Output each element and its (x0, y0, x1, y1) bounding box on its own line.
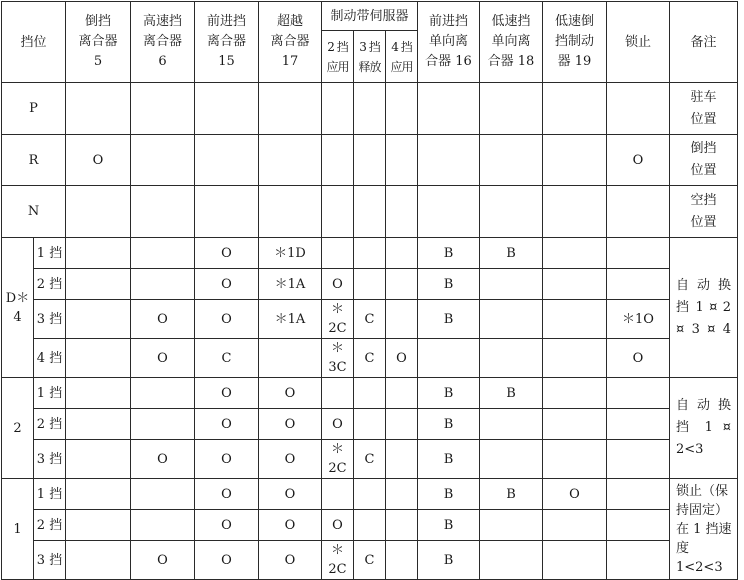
header-text: 15 (218, 54, 235, 69)
cell-value: B (418, 510, 480, 541)
cell-value: C (354, 440, 386, 479)
header-band-3rd-release (354, 31, 386, 83)
cell-value: O (259, 378, 322, 409)
note-text: 度 1<2<3 (676, 540, 723, 575)
cell-value: B (418, 409, 480, 440)
header-band-servo (322, 2, 418, 31)
note-text: 空挡 (690, 192, 717, 208)
cell-value: C (354, 339, 386, 378)
header-band-4th-apply (386, 31, 418, 83)
cell-value: O (322, 510, 354, 541)
table-row (2, 409, 738, 440)
gear-cell: 2 挡 (34, 269, 66, 300)
cell-value: B (418, 378, 480, 409)
cell-value: O (195, 510, 259, 541)
cell-value: O (195, 479, 259, 510)
table-row (2, 238, 738, 269)
cell-value: O (386, 339, 418, 378)
header-text: 挡制动 (554, 34, 594, 49)
note-cell (670, 479, 738, 580)
cell-value: B (418, 541, 480, 580)
header-text: 低速倒 (554, 14, 594, 29)
gear-label: 2 (13, 420, 22, 436)
note-text: 位置 (690, 214, 717, 230)
note-text: 在 1 挡速 (676, 521, 732, 537)
header-text: 制动带伺服器 (330, 8, 409, 24)
gear-cell: 3 挡 (34, 440, 66, 479)
header-text: 低速挡 (491, 14, 531, 29)
cell-value: B (418, 269, 480, 300)
header-text: 3 挡 (359, 39, 380, 54)
table-row (2, 83, 738, 135)
header-text: 合器 18 (487, 54, 535, 69)
cell-value: ＊1O (607, 300, 670, 339)
gear-label: N (27, 204, 40, 219)
cell-value: O (259, 440, 322, 479)
gear-group-label (2, 186, 66, 238)
header-text: 器 19 (557, 54, 592, 69)
note-text: 自 动 换 (676, 277, 731, 293)
gear-group-label (2, 83, 66, 135)
cell-value: O (131, 440, 195, 479)
cell-value: O (543, 479, 607, 510)
gear-cell: 1 挡 (34, 378, 66, 409)
cell-value: ＊2C (322, 541, 354, 580)
cell-value: B (418, 238, 480, 269)
cell-value: O (195, 440, 259, 479)
gear-cell: 1 挡 (34, 238, 66, 269)
cell-value: C (354, 541, 386, 580)
note-cell (670, 238, 738, 378)
gear-cell: 2 挡 (34, 510, 66, 541)
header-text: 离合器 (142, 34, 182, 49)
note-text: 锁止（保 (676, 483, 729, 499)
cell-value: B (480, 238, 543, 269)
cell-value: O (259, 479, 322, 510)
note-text: 挡 1 ¤ (676, 420, 731, 435)
gear-label: P (29, 101, 38, 116)
header-lockup (607, 2, 670, 83)
note-cell (670, 378, 738, 479)
header-text: 前进挡 (206, 14, 246, 29)
header-text: 2 挡 (327, 39, 348, 54)
cell-value: B (418, 300, 480, 339)
cell-value: B (418, 440, 480, 479)
table-row (2, 378, 738, 409)
header-notes (670, 2, 738, 83)
header-text: 倒挡 (84, 14, 111, 29)
header-text: 17 (281, 54, 299, 69)
gear-label: 1 (13, 521, 22, 537)
note-text: 倒挡 (690, 141, 717, 156)
header-text: 合器 16 (425, 54, 472, 69)
note-text: 自 动 换 (676, 398, 731, 413)
cell-value: O (195, 238, 259, 269)
header-low-oneway (480, 2, 543, 83)
cell-value: O (195, 409, 259, 440)
cell-value: O (259, 409, 322, 440)
table-row (2, 186, 738, 238)
note-text: 2<3 (676, 442, 704, 457)
cell-value: ＊3C (322, 339, 354, 378)
cell-value: O (131, 300, 195, 339)
cell-value: O (195, 378, 259, 409)
table-row (2, 541, 738, 580)
table-row (2, 510, 738, 541)
gear-label: R (28, 152, 39, 168)
note-cell (670, 83, 738, 135)
header-band-2nd-apply (322, 31, 354, 83)
cell-value: O (259, 510, 322, 541)
header-low-reverse-band (543, 2, 607, 83)
header-text: 应用 (390, 59, 413, 74)
header-text: 离合器 (270, 34, 310, 49)
gear-cell: 1 挡 (34, 479, 66, 510)
gear-cell: 2 挡 (34, 409, 66, 440)
header-forward-clutch (195, 2, 259, 83)
header-overrun-clutch (259, 2, 322, 83)
header-gear-label: 挡位 (20, 34, 47, 50)
cell-value: B (418, 479, 480, 510)
clutch-application-table (1, 1, 738, 580)
cell-value: ＊1A (259, 300, 322, 339)
header-text: 离合器 (78, 34, 118, 49)
table-row (2, 479, 738, 510)
cell-value: O (131, 339, 195, 378)
header-text: 应用 (326, 59, 349, 74)
cell-value: O (322, 409, 354, 440)
header-reverse-clutch (66, 2, 131, 83)
cell-value: ＊1D (259, 238, 322, 269)
cell-value: O (607, 135, 670, 186)
cell-value: ＊2C (322, 440, 354, 479)
gear-label: D＊4 (5, 290, 30, 325)
gear-cell: 4 挡 (34, 339, 66, 378)
header-high-clutch (131, 2, 195, 83)
gear-cell: 3 挡 (34, 541, 66, 580)
header-forward-oneway (418, 2, 480, 83)
cell-value: O (259, 541, 322, 580)
cell-value: O (607, 339, 670, 378)
cell-value: ＊1A (259, 269, 322, 300)
cell-value: O (195, 541, 259, 580)
note-text: 位置 (690, 163, 717, 178)
table-row (2, 269, 738, 300)
note-text: ¤ 3 ¤ 4 (676, 321, 731, 337)
header-text: 释放 (358, 59, 381, 74)
header-text: 单向离 (428, 34, 468, 49)
gear-group-label (2, 378, 34, 479)
cell-value: B (480, 378, 543, 409)
table-row (2, 135, 738, 186)
header-text: 6 (158, 54, 167, 69)
header-text: 单向离 (491, 34, 531, 49)
note-text: 驻车 (690, 89, 717, 105)
gear-group-label (2, 135, 66, 186)
header-text: 超越 (276, 14, 303, 29)
header-gear (2, 2, 66, 83)
header-text: 前进挡 (428, 14, 468, 29)
cell-value: B (480, 479, 543, 510)
note-cell (670, 135, 738, 186)
gear-group-label (2, 479, 34, 580)
table-row (2, 440, 738, 479)
note-text: 持固定） (676, 502, 729, 518)
gear-group-label (2, 238, 34, 378)
note-text: 位置 (690, 111, 717, 127)
header-text: 高速挡 (142, 14, 182, 29)
cell-value: O (66, 135, 131, 186)
header-text: 备注 (690, 34, 717, 50)
note-cell (670, 186, 738, 238)
header-text: 5 (93, 54, 103, 69)
cell-value: O (322, 269, 354, 300)
header-text: 锁止 (624, 34, 651, 50)
header-text: 离合器 (206, 34, 246, 49)
cell-value: O (131, 541, 195, 580)
cell-value: O (195, 269, 259, 300)
cell-value: ＊2C (322, 300, 354, 339)
table-row (2, 300, 738, 339)
cell-value: O (195, 300, 259, 339)
note-text: 挡 1 ¤ 2 (676, 299, 731, 315)
gear-cell: 3 挡 (34, 300, 66, 339)
table-row (2, 339, 738, 378)
cell-value: C (195, 339, 259, 378)
header-text: 4 挡 (391, 39, 412, 54)
cell-value: C (354, 300, 386, 339)
